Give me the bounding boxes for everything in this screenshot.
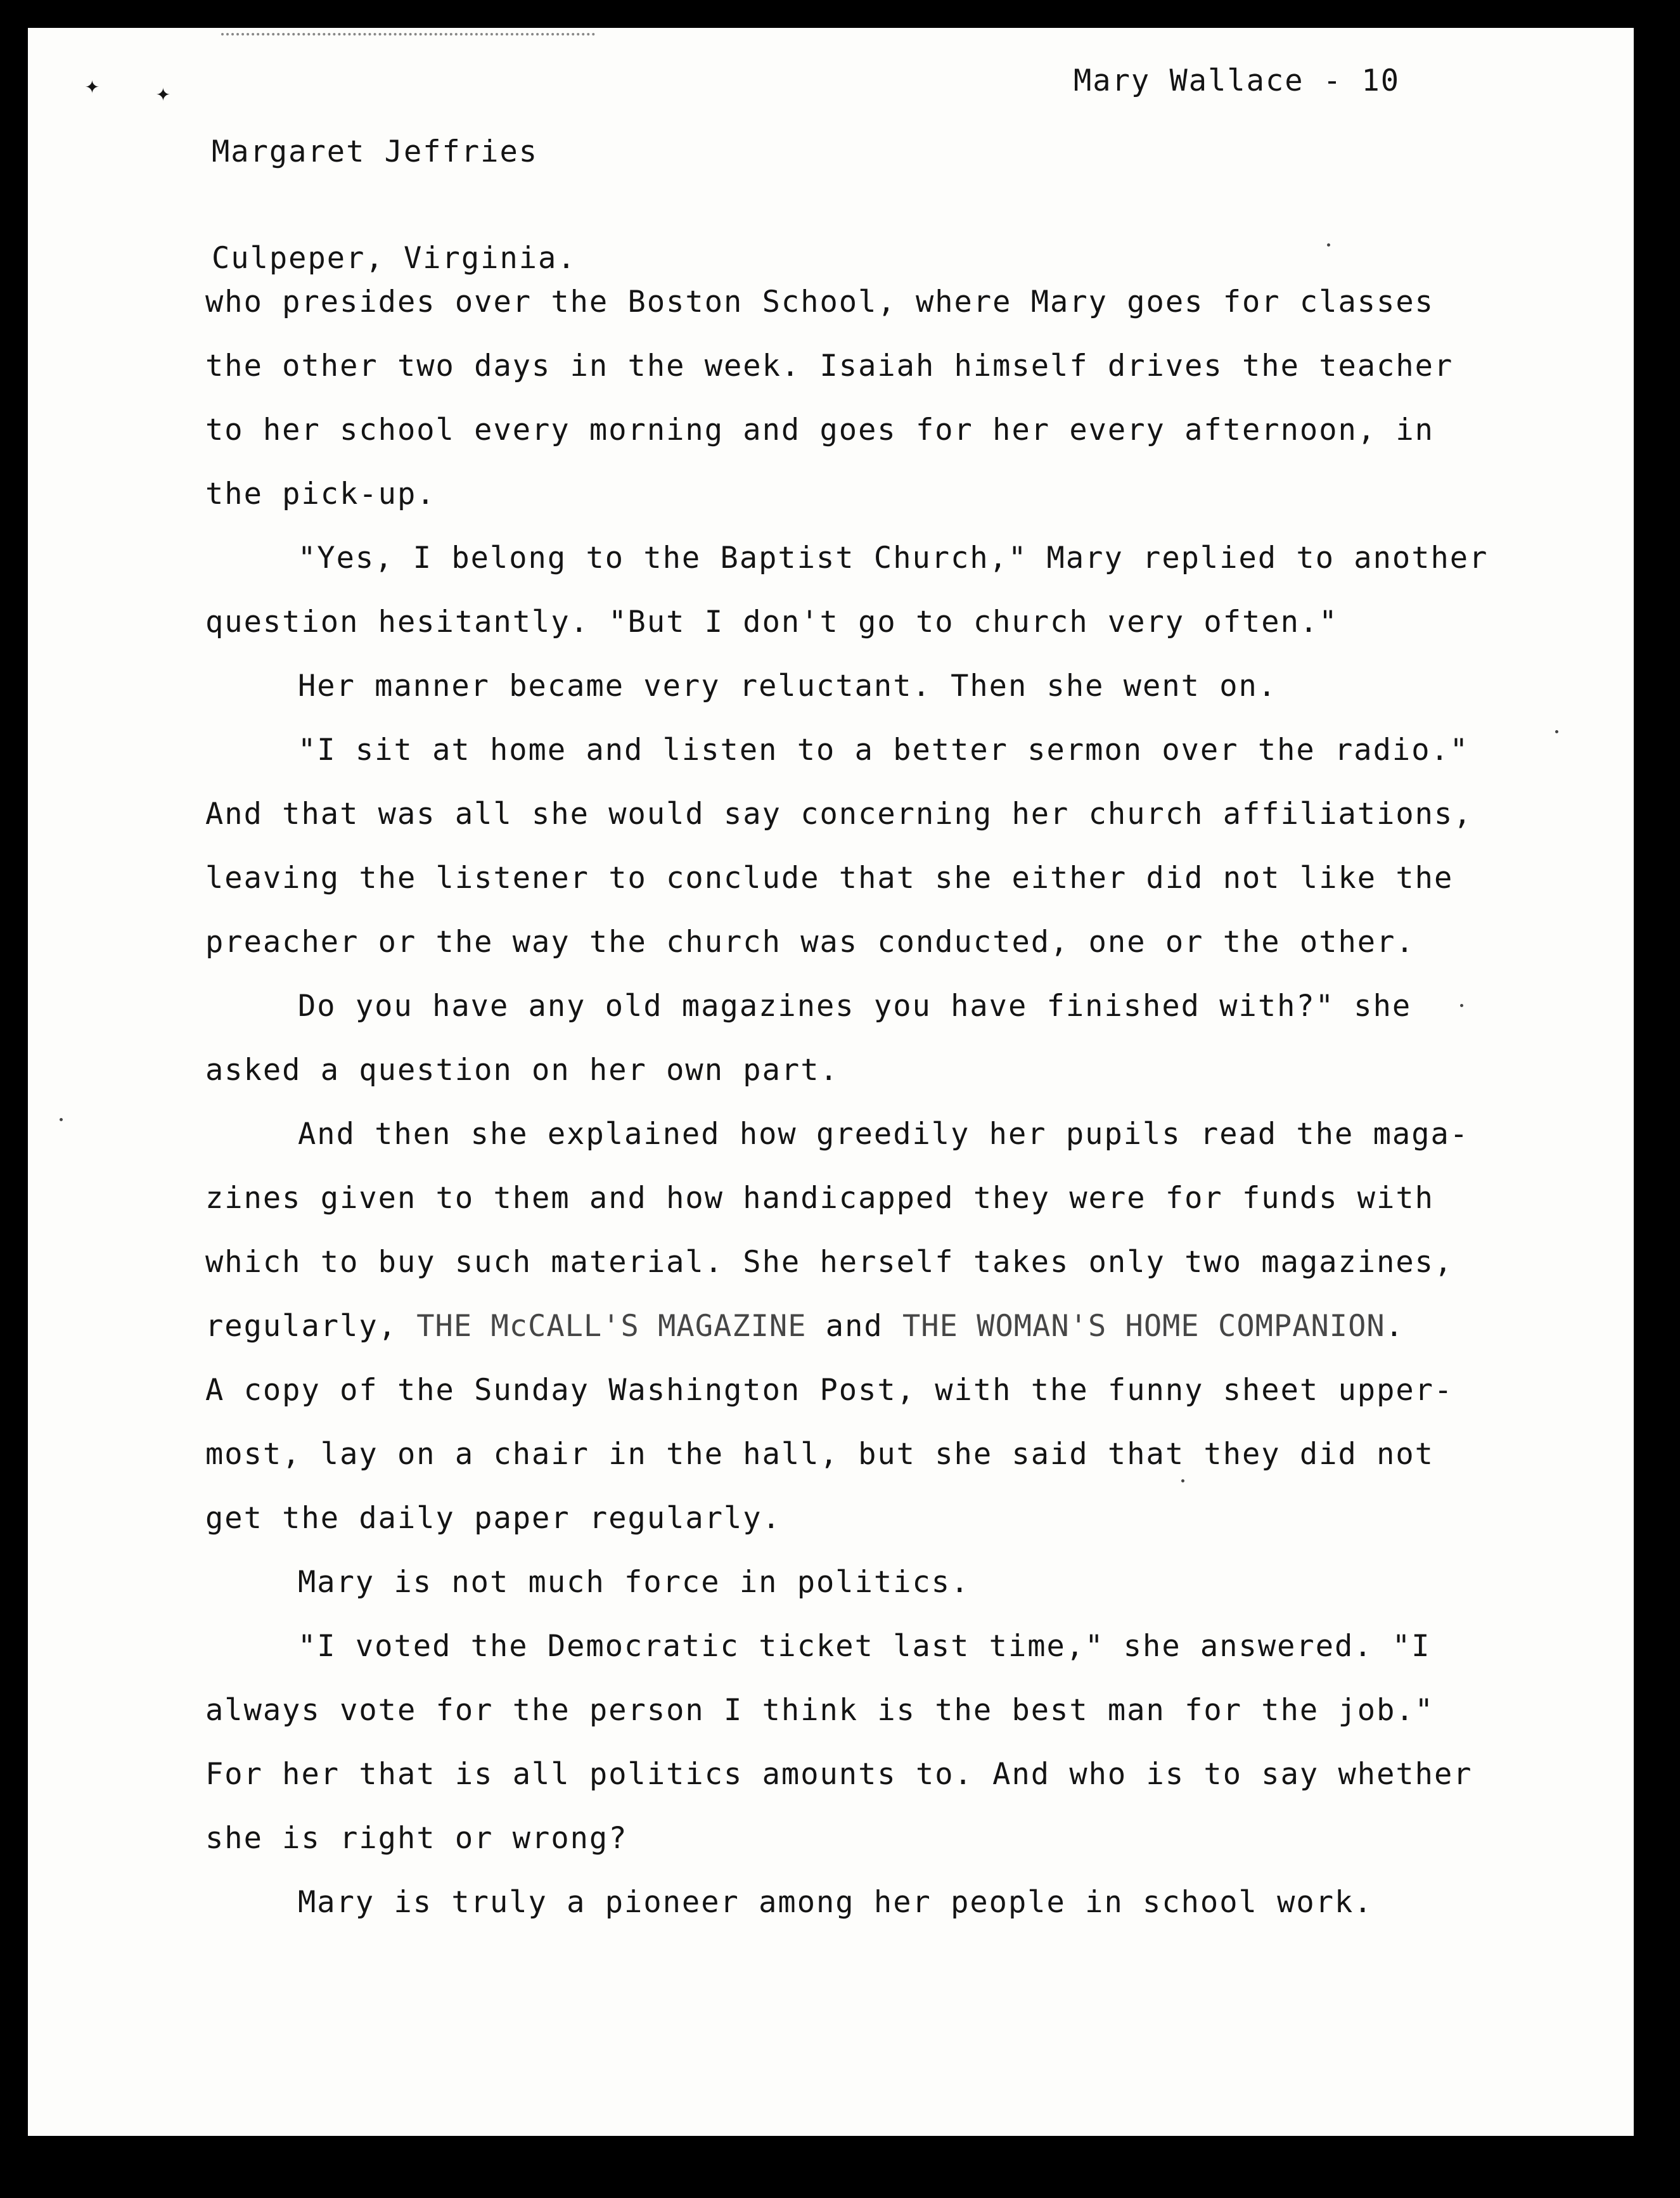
- text-line: For her that is all politics amounts to. And who is to say whether: [205, 1757, 1473, 1792]
- line-joiner: and: [806, 1309, 902, 1344]
- text-line: most, lay on a chair in the hall, but she said that they did not: [205, 1437, 1434, 1472]
- text-line: preacher or the way the church was conducted, one or the other.: [205, 925, 1415, 960]
- text-line: the pick-up.: [205, 477, 436, 511]
- text-line: she is right or wrong?: [205, 1821, 628, 1856]
- paper-speck: [1327, 243, 1330, 247]
- document-page: [28, 28, 1634, 2136]
- text-line: asked a question on her own part.: [205, 1053, 839, 1088]
- illegible-stamp-mark: [221, 33, 595, 43]
- magazine-title: THE McCALL'S MAGAZINE: [416, 1309, 807, 1344]
- paper-speck: [1555, 730, 1558, 733]
- paper-speck: [60, 1118, 63, 1121]
- text-line: Mary is truly a pioneer among her people in school work.: [298, 1885, 1373, 1920]
- text-line: "I sit at home and listen to a better sermon over the radio.": [298, 733, 1470, 768]
- text-line: "Yes, I belong to the Baptist Church," Mary replied to another: [298, 541, 1489, 575]
- magazine-title: THE WOMAN'S HOME COMPANION: [902, 1309, 1385, 1344]
- margin-mark: ✦: [156, 79, 172, 106]
- text-line: which to buy such material. She herself takes only two magazines,: [205, 1245, 1454, 1280]
- text-line: who presides over the Boston School, where Mary goes for classes: [205, 285, 1434, 319]
- text-line: to her school every morning and goes for her every afternoon, in: [205, 413, 1434, 447]
- text-line: Do you have any old magazines you have finished with?" she: [298, 989, 1412, 1024]
- text-line: zines given to them and how handicapped they were for funds with: [205, 1181, 1434, 1216]
- text-line: A copy of the Sunday Washington Post, with the funny sheet upper-: [205, 1373, 1454, 1408]
- text-line: And that was all she would say concerning her church affiliations,: [205, 797, 1473, 832]
- line-suffix: .: [1385, 1309, 1404, 1344]
- author-name: Margaret Jeffries: [212, 134, 539, 169]
- line-prefix: regularly,: [205, 1309, 417, 1344]
- text-line: Mary is not much force in politics.: [298, 1565, 970, 1600]
- text-line: Her manner became very reluctant. Then she went on.: [298, 669, 1278, 704]
- document-body: [205, 270, 1555, 1934]
- text-line: And then she explained how greedily her pupils read the maga-: [298, 1117, 1470, 1152]
- text-line-magazines: [205, 1294, 1555, 1358]
- text-line: always vote for the person I think is the best man for the job.": [205, 1693, 1434, 1728]
- text-line: question hesitantly. "But I don't go to church very often.": [205, 605, 1338, 639]
- text-line: get the daily paper regularly.: [205, 1501, 781, 1536]
- paper-speck: [1181, 1479, 1184, 1482]
- text-line: the other two days in the week. Isaiah himself drives the teacher: [205, 349, 1454, 383]
- page-label: Mary Wallace - 10: [1074, 63, 1401, 98]
- margin-mark: ✦: [85, 71, 101, 99]
- paper-speck: [1460, 1004, 1463, 1007]
- text-line: leaving the listener to conclude that she either did not like the: [205, 861, 1454, 896]
- author-location: Culpeper, Virginia.: [212, 241, 577, 276]
- text-line: "I voted the Democratic ticket last time," she answered. "I: [298, 1629, 1431, 1664]
